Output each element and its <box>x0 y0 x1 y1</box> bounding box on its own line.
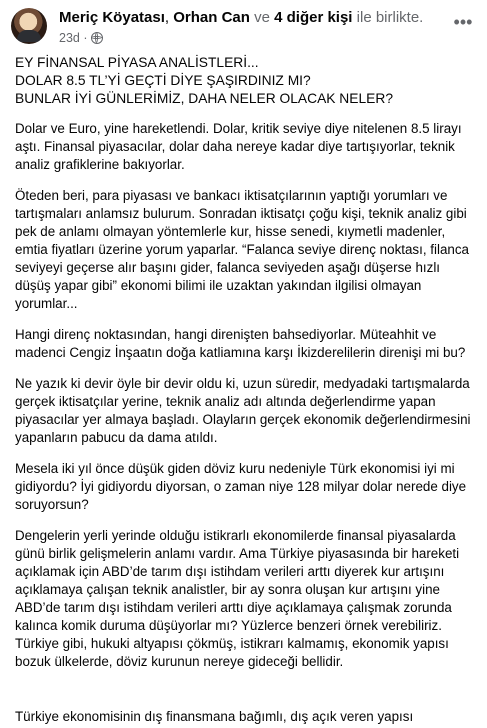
author-suffix: ile birlikte. <box>352 9 424 26</box>
author-connector: ve <box>249 9 275 26</box>
post-paragraph: Türkiye gibi, hukuki altyapısı çökmüş, istikrarı kalmamış, ekonomik yapısı bozuk ülkelerde, döviz kurunun nereye gideceği bellidir. <box>15 636 449 669</box>
author-separator: , <box>164 9 174 26</box>
post-paragraph: Dengelerin yerli yerinde olduğu istikrarlı ekonomilerde finansal piyasalarda günü birlik gelişmelerin anlamı vardır. Ama Türkiye piyasasında bir hareketi açıklamak için ABD’de tarım dışı istihdam verileri arttı diyerek kur artışını açıklamaya çalışan teknik analistler, bir ay sonra oluşan kur artışını yine ABD’de tarım dışı istihdam verileri arttı diye açıklamaya çalışmak zorunda kalınca komik duruma düşüyorlar mı? Yüzlerce benzeri örnek verebiliriz. <box>15 528 460 633</box>
author-name-primary[interactable]: Meriç Köyatası <box>59 9 165 26</box>
other-authors-link[interactable]: 4 diğer kişi <box>274 9 353 26</box>
post-paragraph: Ne yazık ki devir öyle bir devir oldu ki, uzun süredir, medyadaki tartışmalarda gerçek iktisatçılar yerine, teknik analiz adı altında değerlendirme yapan piyasacılar yer almaya başladı. Olayların gerçek ekonomik değerlendirmesini yapanların pabucu da dama atıldı. <box>15 376 471 445</box>
post-paragraph: Hangi direnç noktasından, hangi direnişten bahsediyorlar. Müteahhit ve madenci Cengiz İnşaatın doğa katliamına karşı İkizderelilerin direnişi mi bu? <box>15 327 466 360</box>
author-avatar[interactable] <box>11 8 47 44</box>
post-body <box>15 54 475 671</box>
post-paragraph: Mesela iki yıl önce düşük giden döviz kuru nedeniyle Türk ekonomisi iyi mi gidiyordu? İyi gidiyordu diyorsan, o zaman niye 128 milyar dolar nerede diye soruyorsun? <box>15 461 467 512</box>
headline-paragraph: EY FİNANSAL PİYASA ANALİSTLERİ... DOLAR 8.5 TL’Yİ GEÇTİ DİYE ŞAŞIRDINIZ MI? BUNLAR İYİ GÜNLERİMİZ, DAHA NELER OLACAK NELER? <box>15 55 393 106</box>
post-header <box>0 0 487 50</box>
post-authors <box>59 8 449 28</box>
meta-dot: · <box>83 31 91 45</box>
post-paragraph: Öteden beri, para piyasası ve bankacı iktisatçılarının yaptığı yorumları ve tartışmaları anlamsız bulurum. Sonradan iktisatçı çoğu kişi, teknik analiz gibi pek de anlamı olmayan yöntemlerle kur, hisse senedi, kıymetli madenler, emtia fiyatları üzerine yorum yaparlar. “Falanca seviye direnç noktası, filanca seviyeyi geçerse alır başını gider, falanca seviyeden aşağı düşerse hızlı düşüş yapar gibi” ekonomi bilimi ile uzaktan yakından ilgilisi olmayan yorumlar... <box>15 188 469 311</box>
post-meta <box>59 30 103 46</box>
globe-icon <box>91 32 103 44</box>
author-name-secondary[interactable]: Orhan Can <box>173 9 250 26</box>
partially-visible-paragraph: Türkiye ekonomisinin dış finansmana bağımlı, dış açık veren yapısı <box>15 709 414 724</box>
post-time[interactable]: 23d <box>59 31 80 45</box>
more-horizontal-icon[interactable]: ••• <box>453 12 473 32</box>
post-paragraph: Dolar ve Euro, yine hareketlendi. Dolar, kritik seviye diye nitelenen 8.5 lirayı aştı. Finansal piyasacılar, dolar daha nereye kadar diye tartışıyorlar, teknik analiz grafiklerine bakıyorlar. <box>15 121 462 172</box>
